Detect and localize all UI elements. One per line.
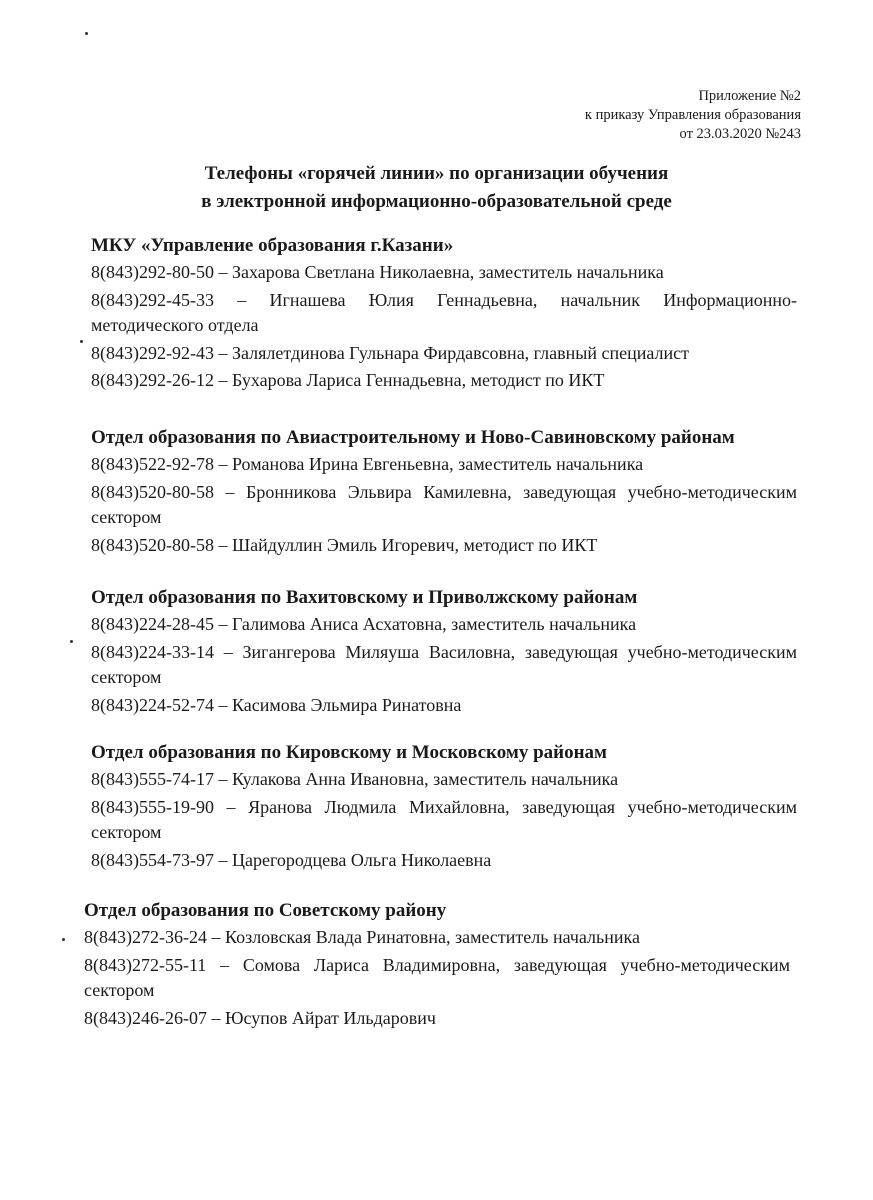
section-title: МКУ «Управление образования г.Казани» [91, 235, 454, 256]
scan-speck [85, 32, 88, 35]
contact-line: 8(843)292-45-33 – Игнашева Юлия Геннадьевна, начальник Информационно-методического отдела [91, 290, 797, 335]
document-title [0, 160, 873, 216]
contact-line: 8(843)520-80-58 – Бронникова Эльвира Камилевна, заведующая учебно-методическим сектором [91, 482, 797, 527]
section-kirovsky [91, 740, 797, 874]
section-aviastroitelny [91, 425, 797, 559]
section-title: Отдел образования по Авиастроительному и Ново-Савиновскому районам [91, 427, 735, 448]
document-title-line: в электронной информационно-образовательной среде [201, 191, 672, 212]
contact-line: 8(843)292-80-50 – Захарова Светлана Николаевна, заместитель начальника [91, 262, 664, 282]
appendix-order-ref: к приказу Управления образования [584, 107, 801, 123]
contact-line: 8(843)292-92-43 – Залялетдинова Гульнара Фирдавсовна, главный специалист [91, 343, 689, 363]
contact-line: 8(843)224-52-74 – Касимова Эльмира Ринатовна [91, 695, 462, 715]
appendix-note [585, 87, 801, 144]
section-mku [91, 233, 797, 394]
contact-line: 8(843)555-19-90 – Яранова Людмила Михайловна, заведующая учебно-методическим сектором [91, 797, 797, 842]
contact-line: 8(843)554-73-97 – Царегородцева Ольга Николаевна [91, 850, 492, 870]
contact-line: 8(843)292-26-12 – Бухарова Лариса Геннадьевна, методист по ИКТ [91, 370, 605, 390]
contact-line: 8(843)272-36-24 – Козловская Влада Ринатовна, заместитель начальника [84, 927, 640, 947]
contact-line: 8(843)246-26-07 – Юсупов Айрат Ильдарович [84, 1008, 436, 1028]
scan-speck [80, 340, 83, 343]
document-title-line: Телефоны «горячей линии» по организации обучения [204, 163, 669, 184]
contact-line: 8(843)224-28-45 – Галимова Аниса Асхатовна, заместитель начальника [91, 614, 637, 634]
scan-speck [70, 640, 73, 643]
section-sovetsky [84, 898, 790, 1032]
appendix-order-date: от 23.03.2020 №243 [679, 126, 801, 142]
section-vakhitovsky [91, 585, 797, 719]
scan-speck [62, 938, 65, 941]
section-title: Отдел образования по Кировскому и Московскому районам [91, 742, 607, 763]
appendix-number: Приложение №2 [698, 88, 801, 104]
contact-line: 8(843)272-55-11 – Сомова Лариса Владимировна, заведующая учебно-методическим сектором [84, 955, 790, 1000]
contact-line: 8(843)555-74-17 – Кулакова Анна Ивановна, заместитель начальника [91, 769, 619, 789]
section-title: Отдел образования по Советскому району [84, 900, 447, 921]
contact-line: 8(843)522-92-78 – Романова Ирина Евгеньевна, заместитель начальника [91, 454, 644, 474]
section-title: Отдел образования по Вахитовскому и Приволжскому районам [91, 587, 638, 608]
contact-line: 8(843)520-80-58 – Шайдуллин Эмиль Игоревич, методист по ИКТ [91, 535, 598, 555]
contact-line: 8(843)224-33-14 – Зигангерова Миляуша Василовна, заведующая учебно-методическим сектором [91, 642, 797, 687]
